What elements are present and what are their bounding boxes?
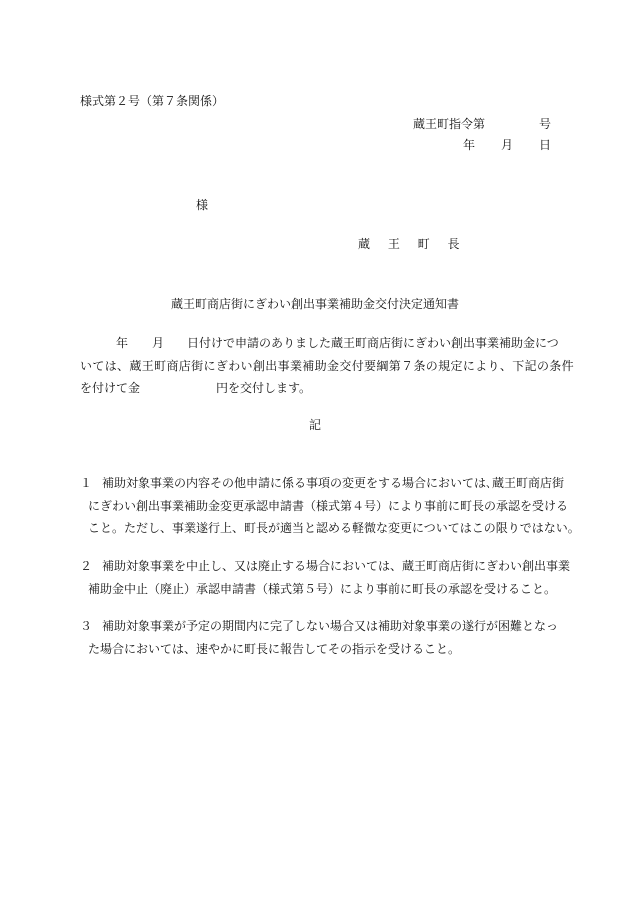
condition-item (80, 560, 570, 572)
body-line-2: いては、蔵王町商店街にぎわい創出事業補助金交付要綱第７条の規定により、下記の条件 (80, 359, 575, 373)
condition-item (80, 477, 564, 489)
body-amount-prefix: を付けて金 (80, 381, 141, 395)
body-amount-suffix: 円を交付します。 (216, 381, 312, 395)
condition-text: 補助対象事業を中止し、又は廃止する場合においては、蔵王町商店街にぎわい創出事業 (102, 559, 571, 573)
body-year: 年 (116, 336, 129, 350)
date-year: 年 (462, 138, 475, 152)
condition-text: 補助対象事業が予定の期間内に完了しない場合又は補助対象事業の遂行が困難となっ (102, 619, 559, 633)
form-number: 様式第２号（第７条関係） (80, 94, 225, 108)
body-line-3 (80, 382, 311, 394)
date-month: 月 (500, 138, 513, 152)
ki-heading: 記 (308, 418, 321, 432)
body-line-1 (80, 337, 559, 349)
condition-number: ３ (80, 619, 93, 633)
issuer-name: 蔵 王 町 長 (358, 237, 467, 251)
date-day: 日 (538, 138, 551, 152)
issue-date (463, 139, 551, 151)
condition-item (80, 620, 558, 632)
condition-number: ２ (80, 559, 93, 573)
body-line-1-text: 日付けで申請のありました蔵王町商店街にぎわい創出事業補助金につ (187, 336, 559, 350)
condition-text: た場合においては、速やかに町長に報告してその指示を受けること。 (88, 642, 461, 656)
condition-text: にぎわい創出事業補助金変更承認申請書（様式第４号）により事前に町長の承認を受ける (88, 499, 569, 513)
reference-prefix: 蔵王町指令第 (412, 117, 485, 131)
condition-text: こと。ただし、事業遂行上、町長が適当と認める軽微な変更についてはこの限りではない。 (88, 521, 580, 535)
condition-text: 補助対象事業の内容その他申請に係る事項の変更をする場合においては､蔵王町商店街 (102, 476, 565, 490)
reference-suffix: 号 (538, 117, 551, 131)
recipient-honorific: 様 (196, 198, 209, 212)
body-month: 月 (152, 336, 165, 350)
document-title: 蔵王町商店街にぎわい創出事業補助金交付決定通知書 (170, 297, 459, 311)
reference-number (413, 118, 551, 130)
condition-text: 補助金中止（廃止）承認申請書（様式第５号）により事前に町長の承認を受けること。 (88, 582, 557, 596)
condition-number: １ (80, 476, 93, 490)
